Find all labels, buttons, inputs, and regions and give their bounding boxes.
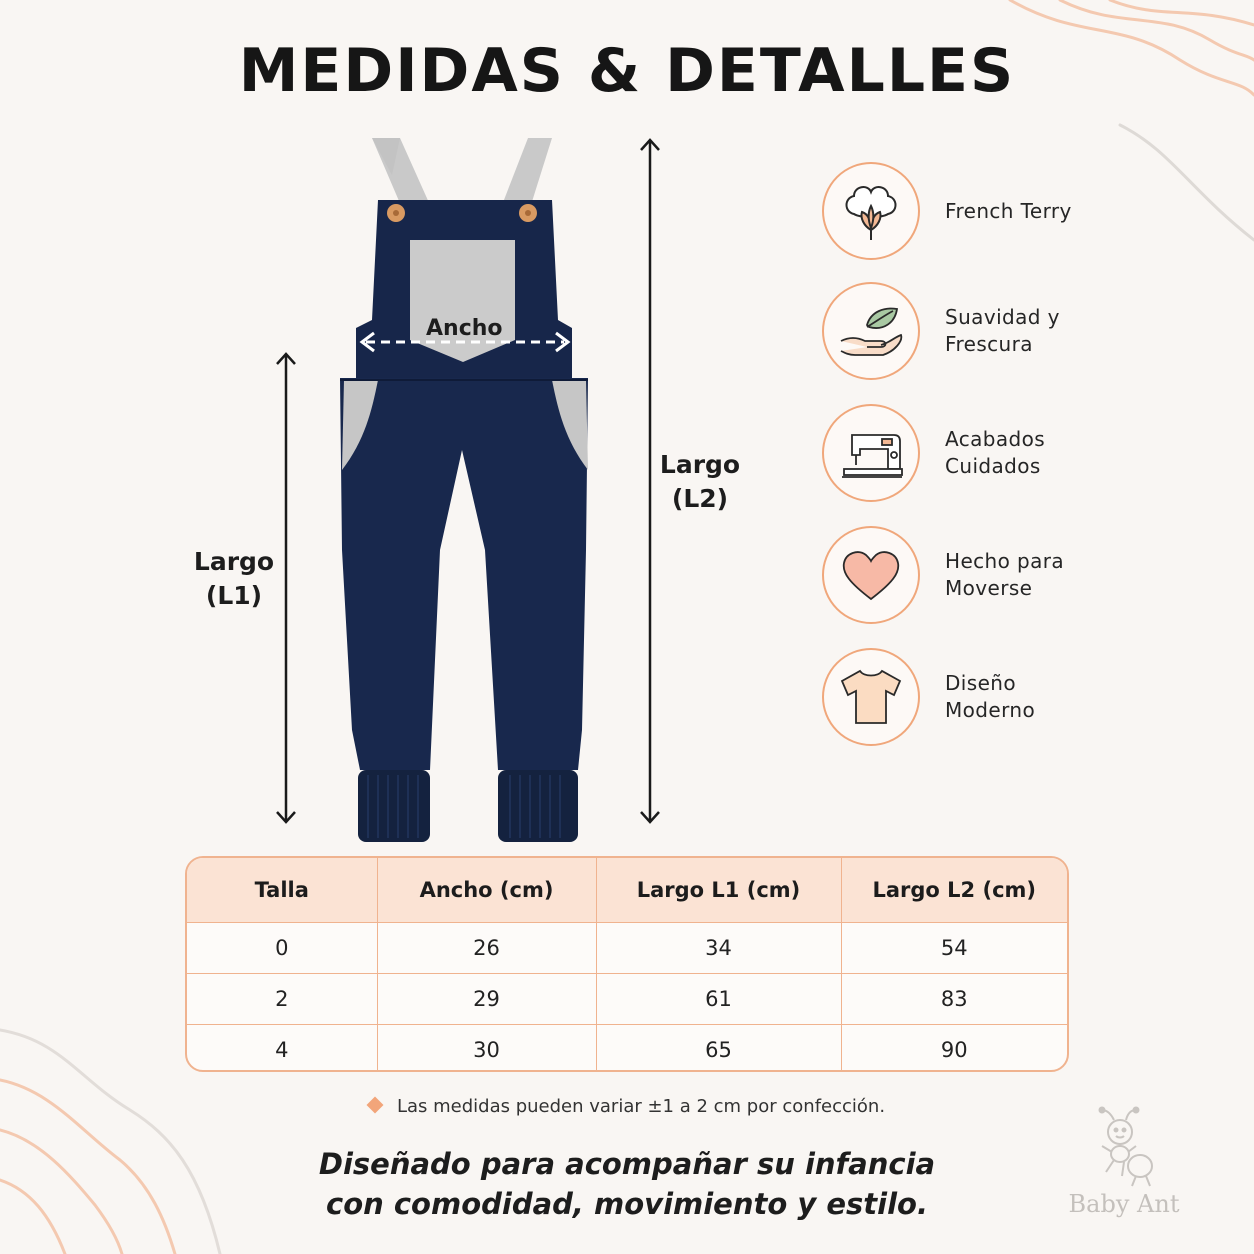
largo-l1-line-2: (L1) bbox=[205, 581, 263, 610]
cell-largo-l2: 90 bbox=[940, 1038, 968, 1062]
diamond-bullet-icon bbox=[366, 1097, 383, 1114]
largo-l1-line-1: Largo bbox=[193, 547, 275, 576]
heart-icon bbox=[822, 526, 920, 624]
leaf-in-hand-icon bbox=[822, 282, 920, 380]
table-row bbox=[187, 974, 1067, 1025]
feature-diseno-moderno bbox=[822, 648, 1222, 746]
cell-largo-l2: 54 bbox=[841, 923, 1067, 974]
header-talla: Talla bbox=[187, 858, 377, 923]
cell-largo-l1: 34 bbox=[596, 923, 841, 974]
feature-suavidad bbox=[822, 282, 1222, 380]
cell-ancho: 30 bbox=[377, 1025, 596, 1073]
feature-label bbox=[945, 648, 1215, 746]
feature-acabados bbox=[822, 404, 1222, 502]
header-ancho: Ancho (cm) bbox=[377, 858, 596, 923]
brand-logo bbox=[1062, 1106, 1186, 1226]
tagline-line-1: Diseñado para acompañar su infancia bbox=[318, 1147, 936, 1181]
largo-l2-line-1: Largo bbox=[659, 450, 741, 479]
cell-talla: 0 bbox=[187, 923, 377, 974]
feature-label bbox=[945, 162, 1215, 260]
largo-l1-label bbox=[184, 545, 284, 613]
header-largo-l2: Largo L2 (cm) bbox=[841, 858, 1067, 923]
overalls-illustration bbox=[320, 130, 610, 850]
header-largo-l1: Largo L1 (cm) bbox=[596, 858, 841, 923]
feature-line: Acabados bbox=[945, 427, 1046, 451]
cell-talla: 4 bbox=[187, 1025, 377, 1073]
size-table-grid bbox=[187, 858, 1067, 1072]
feature-line: Suavidad y bbox=[945, 305, 1060, 329]
feature-line: Diseño bbox=[945, 671, 1016, 695]
feature-line: Frescura bbox=[945, 332, 1033, 356]
table-header-row bbox=[187, 858, 1067, 923]
page-title: MEDIDAS & DETALLES bbox=[238, 36, 1016, 106]
cell-ancho: 26 bbox=[377, 923, 596, 974]
cell-talla: 2 bbox=[187, 974, 377, 1025]
table-row bbox=[187, 923, 1067, 974]
feature-hecho-para-moverse bbox=[822, 526, 1222, 624]
size-table bbox=[185, 856, 1069, 1072]
feature-label bbox=[945, 282, 1215, 380]
feature-label bbox=[945, 404, 1215, 502]
largo-l2-line-2: (L2) bbox=[671, 484, 729, 513]
ant-icon bbox=[1062, 1106, 1186, 1190]
sewing-machine-icon bbox=[822, 404, 920, 502]
cell-largo-l1: 61 bbox=[596, 974, 841, 1025]
feature-line: Moverse bbox=[945, 576, 1033, 600]
feature-label bbox=[945, 526, 1215, 624]
cotton-flower-icon bbox=[822, 162, 920, 260]
cell-largo-l2: 83 bbox=[841, 974, 1067, 1025]
feature-line: Hecho para bbox=[945, 549, 1065, 573]
table-row bbox=[187, 1025, 1067, 1073]
feature-french-terry bbox=[822, 162, 1222, 260]
feature-line: Moderno bbox=[945, 698, 1036, 722]
feature-line: Cuidados bbox=[945, 454, 1041, 478]
note-text: Las medidas pueden variar ±1 a 2 cm por confección. bbox=[396, 1096, 886, 1117]
feature-line: French Terry bbox=[945, 198, 1072, 223]
cell-ancho: 29 bbox=[377, 974, 596, 1025]
largo-l2-label bbox=[650, 448, 750, 516]
tagline-line-2: con comodidad, movimiento y estilo. bbox=[326, 1187, 928, 1221]
t-shirt-icon bbox=[822, 648, 920, 746]
cell-largo-l1: 65 bbox=[596, 1025, 841, 1073]
ancho-label: Ancho bbox=[426, 316, 503, 341]
brand-name: Baby Ant bbox=[1068, 1190, 1180, 1218]
